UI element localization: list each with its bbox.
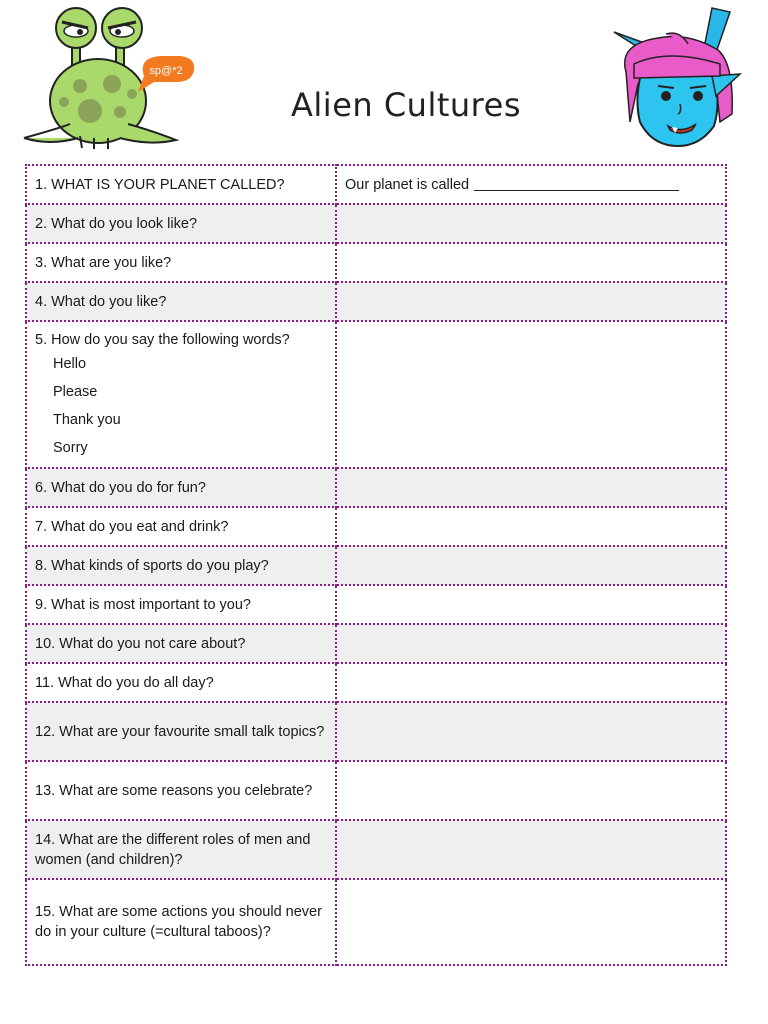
question-text: 15. What are some actions you should never do in your culture (=cultural taboos)? xyxy=(35,904,322,940)
answer-cell[interactable] xyxy=(336,820,726,879)
question-row-8 xyxy=(26,546,726,585)
question-text: 4. What do you like? xyxy=(35,293,167,310)
answer-cell[interactable] xyxy=(336,282,726,321)
question-cell xyxy=(26,468,336,507)
question-cell xyxy=(26,243,336,282)
question-text: 9. What is most important to you? xyxy=(35,596,251,613)
question-cell xyxy=(26,585,336,624)
answer-cell[interactable] xyxy=(336,761,726,820)
page-title: Alien Cultures xyxy=(291,86,521,124)
question-cell xyxy=(26,761,336,820)
word-item: Please xyxy=(53,384,98,400)
question-text: 5. How do you say the following words? xyxy=(35,332,290,348)
green-alien-illustration xyxy=(20,6,200,151)
answer-blank-line[interactable] xyxy=(474,178,679,191)
question-row-9 xyxy=(26,585,726,624)
question-cell xyxy=(26,663,336,702)
question-row-2 xyxy=(26,204,726,243)
word-item: Thank you xyxy=(53,412,121,428)
answer-cell[interactable] xyxy=(336,585,726,624)
question-text: 13. What are some reasons you celebrate? xyxy=(35,782,313,799)
answer-cell[interactable] xyxy=(336,468,726,507)
question-row-11 xyxy=(26,663,726,702)
question-cell xyxy=(26,624,336,663)
answer-cell[interactable] xyxy=(336,879,726,965)
question-cell xyxy=(26,879,336,965)
answer-cell[interactable] xyxy=(336,321,726,468)
answer-cell[interactable] xyxy=(336,204,726,243)
word-item: Sorry xyxy=(53,440,88,456)
question-text: 14. What are the different roles of men and women (and children)? xyxy=(35,831,311,868)
question-row-13 xyxy=(26,761,726,820)
questions-table xyxy=(25,164,727,966)
question-cell xyxy=(26,546,336,585)
question-row-6 xyxy=(26,468,726,507)
question-row-3 xyxy=(26,243,726,282)
answer-cell[interactable] xyxy=(336,546,726,585)
question-text: 1. WHAT IS YOUR PLANET CALLED? xyxy=(35,176,285,193)
speech-bubble-text: sp@*2 xyxy=(149,65,183,77)
answer-cell[interactable] xyxy=(336,243,726,282)
question-cell xyxy=(26,204,336,243)
question-cell xyxy=(26,702,336,761)
answer-cell[interactable] xyxy=(336,507,726,546)
answer-cell[interactable] xyxy=(336,624,726,663)
question-cell xyxy=(26,165,336,204)
answer-cell[interactable] xyxy=(336,165,726,204)
answer-cell[interactable] xyxy=(336,702,726,761)
question-text: 2. What do you look like? xyxy=(35,215,198,232)
question-row-10 xyxy=(26,624,726,663)
answer-prefix: Our planet is called xyxy=(345,176,470,193)
question-row-15 xyxy=(26,879,726,965)
blue-alien-illustration xyxy=(608,4,748,149)
question-text: 10. What do you not care about? xyxy=(35,635,246,652)
question-text: 7. What do you eat and drink? xyxy=(35,518,229,535)
question-text: 3. What are you like? xyxy=(35,254,172,271)
question-row-1 xyxy=(26,165,726,204)
answer-cell[interactable] xyxy=(336,663,726,702)
question-row-7 xyxy=(26,507,726,546)
question-row-5 xyxy=(26,321,726,468)
question-row-4 xyxy=(26,282,726,321)
word-item: Hello xyxy=(53,356,87,372)
question-row-14 xyxy=(26,820,726,879)
question-text: 11. What do you do all day? xyxy=(35,674,214,691)
question-text: 8. What kinds of sports do you play? xyxy=(35,557,269,574)
question-row-12 xyxy=(26,702,726,761)
question-cell xyxy=(26,282,336,321)
question-cell xyxy=(26,820,336,879)
question-text: 12. What are your favourite small talk topics? xyxy=(35,723,325,740)
question-cell xyxy=(26,321,336,468)
question-text: 6. What do you do for fun? xyxy=(35,479,206,496)
question-cell xyxy=(26,507,336,546)
